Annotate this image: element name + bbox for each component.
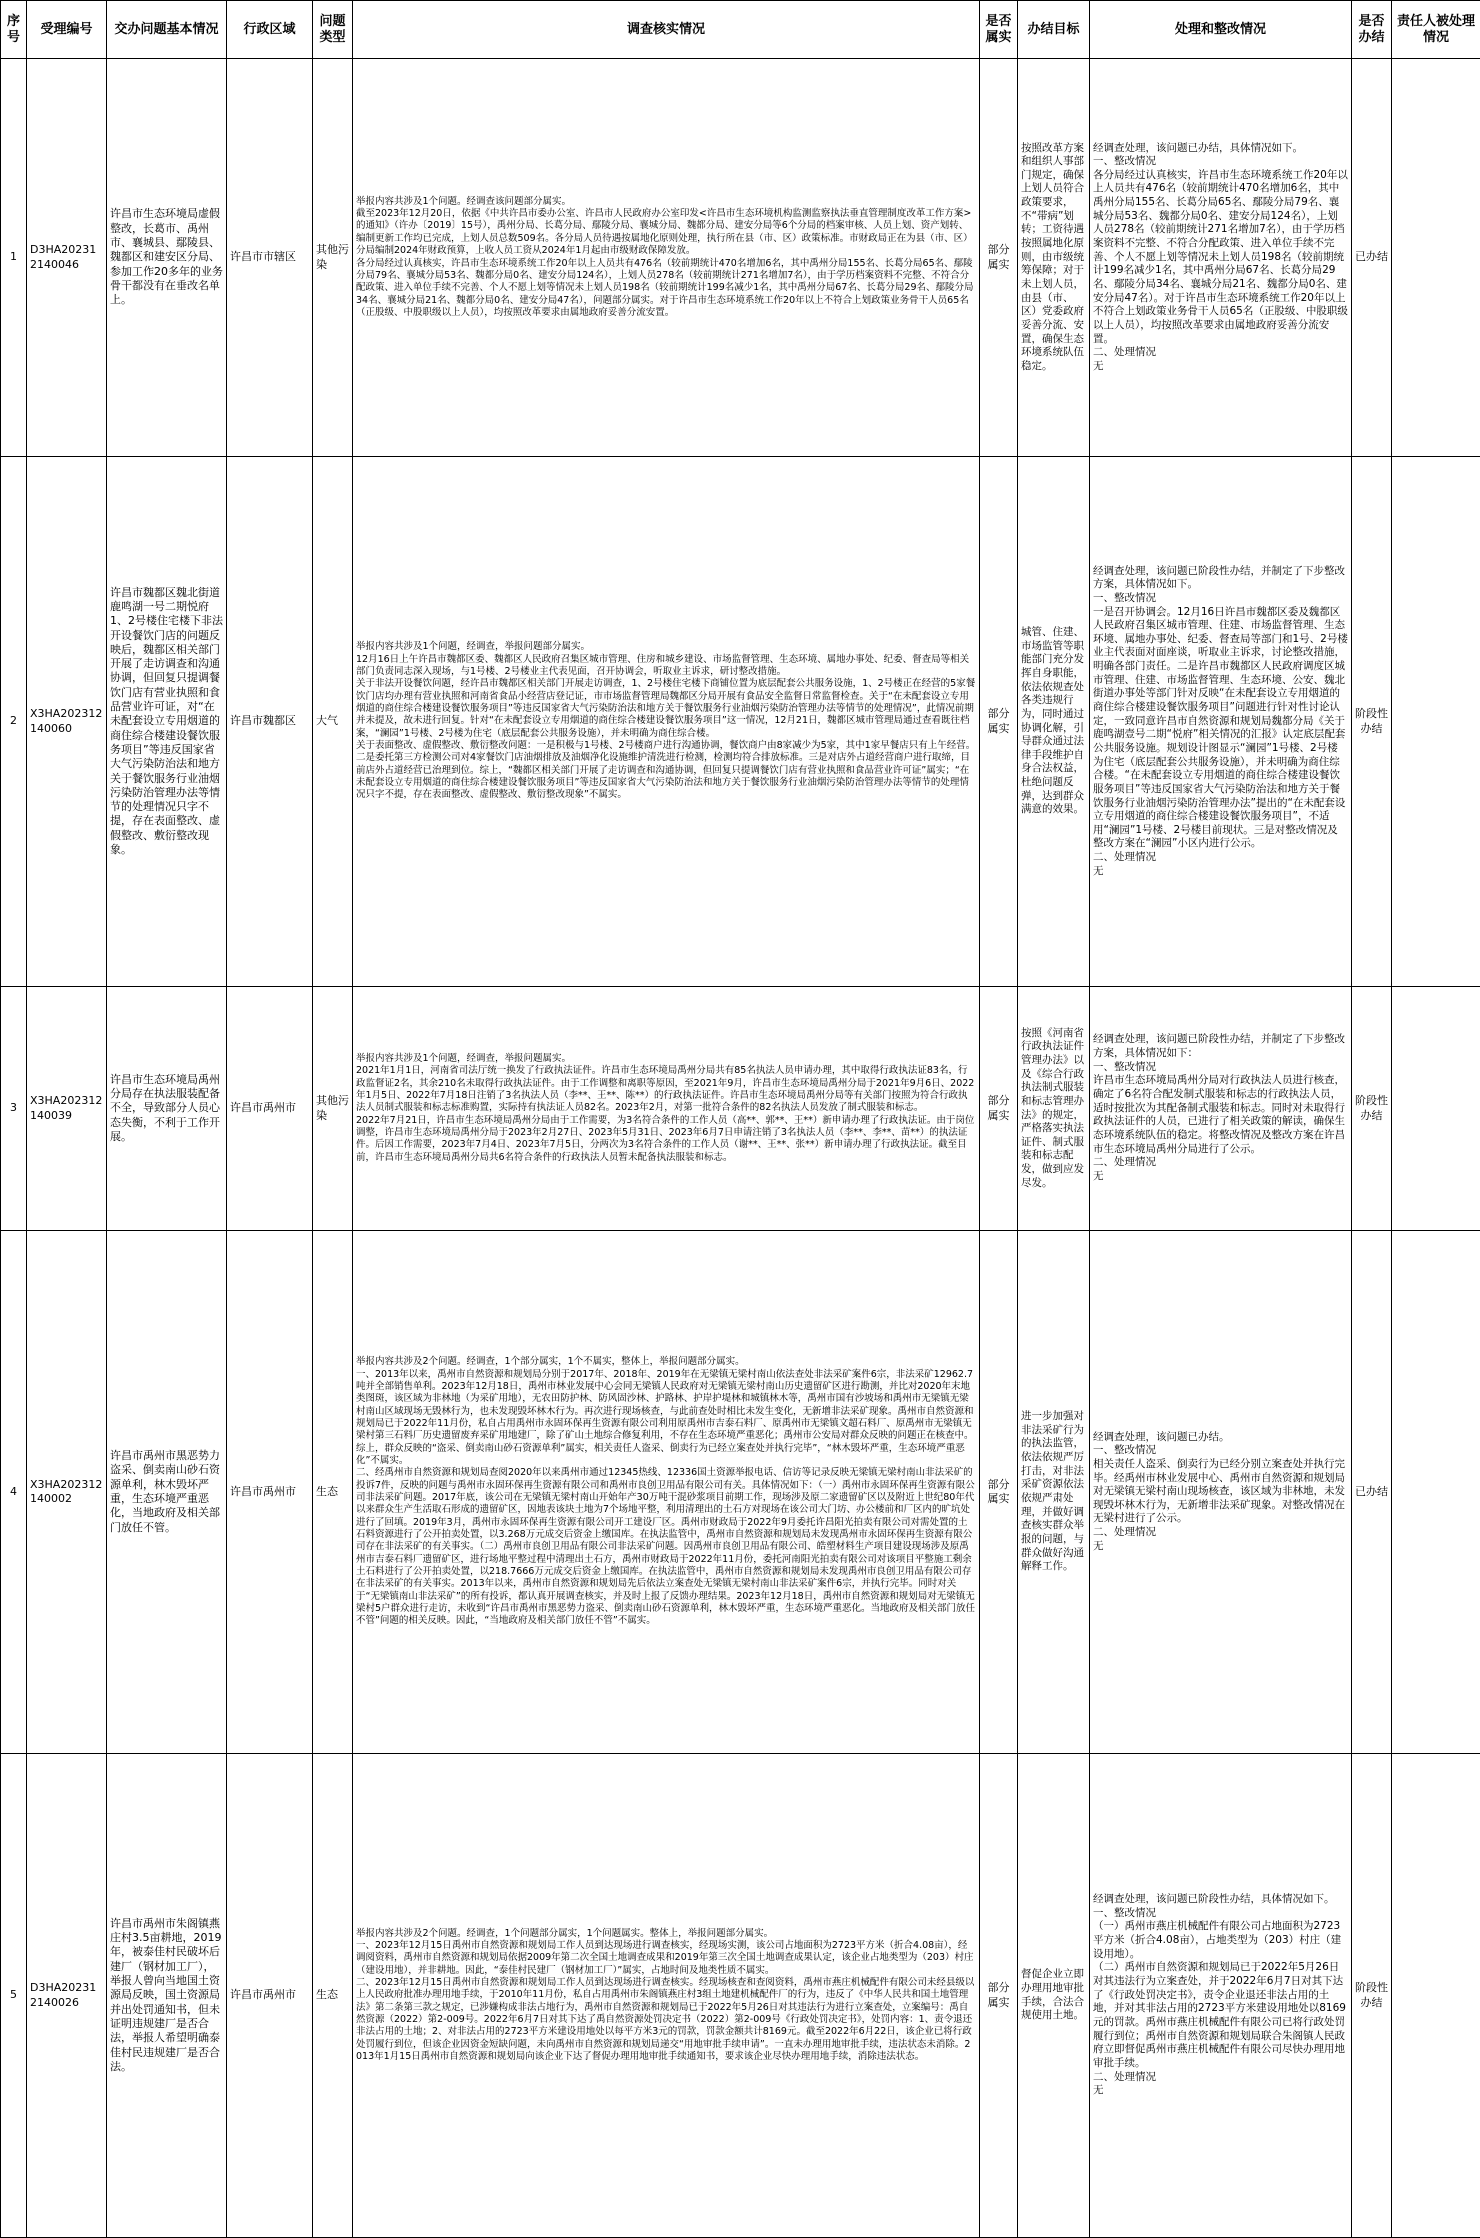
cell-summary: 许昌市生态环境局虚假整改，长葛市、禹州市、襄城县、鄢陵县、魏都区和建安区分局、参加工作20多年的业务骨干都没有在垂改名单上。 [107,59,227,457]
paragraph: 一、2023年12月15日禹州市自然资源和规划局工作人员到达现场进行调查核实，经现场实测，该公司占地面积为2723平方米（折合4.08亩），经调阅资料，禹州市自然资源和规划局依据2009年第二次全国土地调查成果和2019年第三次全国土地调查成果认定，该企业占地类型为（203）村庄（建设用地），并非耕地。因此，“泰佳村民建厂（钢材加工厂）”属实，占地时间及地类性质不属实。 [356,1939,974,1976]
cell-seq: 3 [1,987,27,1231]
paragraph: 举报内容共涉及1个问题，经调查，举报问题部分属实。 [356,641,591,653]
cell-verified: 部分属实 [980,1754,1018,2238]
paragraph: 无 [1093,864,1104,877]
cell-goal: 按照《河南省行政执法证件管理办法》以及《综合行政执法制式服装和标志管理办法》的规定，严格落实执法证件、制式服装和标志配发，做到应发尽发。 [1018,987,1090,1231]
table-row [1,1754,1480,2238]
paragraph: 二、处理情况 [1093,2070,1156,2083]
cell-investigation [353,1231,980,1754]
cell-goal: 督促企业立即办理用地审批手续，合法合规使用土地。 [1018,1754,1090,2238]
cell-verified: 部分属实 [980,987,1018,1231]
paragraph: 一、整改情况 [1093,1444,1156,1457]
cell-summary: 许昌市禹州市朱阁镇燕庄村3.5亩耕地，2019年，被泰佳村民破坏后建厂（钢材加工厂），举报人曾向当地国土资源局反映，国土资源局并出处罚通知书，但未证明违规建厂是否合法，举报人希望明确泰佳村民违规建厂是否合法。 [107,1754,227,2238]
cell-handling [1090,1754,1352,2238]
cell-investigation [353,457,980,987]
header-seq: 序号 [1,1,27,59]
paragraph: 经调查处理，该问题已办结。 [1093,1430,1230,1443]
paragraph: 二、经禹州市自然资源和规划局查阅2020年以来禹州市通过12345热线、12336国土资源举报电话、信访等记录反映无梁镇无梁村南山非法采矿的投诉7件，反映的问题与禹州市永固环保再生资源有限公司和禹州市良创卫用品有限公司有关。具体情况如下：（一）禹州市永固环保再生资源有限公司非法采矿问题。2017年底，该公司在无梁镇无梁村南山开始年产30万吨干混砂浆项目前期工作，现场涉及原二家遗留矿区以及附近上世纪80年代以来群众生产生活取石形成的遗留矿区，因地表该块土地为7个场地平整，利用清理出的土石方对现场在该公司大门坊、办公楼前和厂区内的旷坑处进行了回填。2019年3月，禹州市永固环保再生资源有限公司开工建设厂区。禹州市财政局于2022年9月委托许昌阳光拍卖有限公司对需处置的土石料资源进行了公开拍卖处置，以3.268万元成交后资金上缴国库。在执法监管中，禹州市自然资源和规划局未发现禹州市永固环保再生资源有限公司存在非法采矿的有关事实。（二）禹州市良创卫用品有限公司非法采矿问题。因禹州市良创卫用品有限公司、皓塑材料生产项目建设现场涉及原禹州市吉泰石料厂遗留矿区，进行场地平整过程中清理出土石方，禹州市财政局于2022年11月份，委托河南阳光拍卖有限公司对该项目平整施工剩余土石料进行了公开拍卖处置，以218.7666万元成交后资金上缴国库。在执法监管中，禹州市自然资源和规划局未发现禹州市良创卫用品有限公司存在非法采矿的有关事实。2013年以来，禹州市自然资源和规划局先后依法立案查处无梁镇无梁村南山非法采矿案件6宗，并执行完毕。同时对关于“无梁镇南山非法采矿”的所有投诉，都认真开展调查核实，并及时上报了反馈办理结果。2023年12月18日，禹州市自然资源和规划局对无梁镇无梁村5户群众进行走访，未收到“许昌市禹州市黑恶势力盗采、倒卖南山砂石资源单利，林木毁坏严重，生态环境严重恶化。当地政府及相关部门放任不管”问题的相关反映。因此，“当地政府及相关部门放任不管”不属实。 [356,1467,975,1627]
paragraph: （一）禹州市燕庄机械配件有限公司占地面积为2723平方米（折合4.08亩），占地类型为（203）村庄（建设用地）。 [1093,1920,1342,1960]
header-goal: 办结目标 [1018,1,1090,59]
paragraph: （二）禹州市自然资源和规划局已于2022年5月26日对其违法行为立案查处，并于2022年6月7日对其下达了《行政处罚决定书》，责令企业退还非法占用的土地，并对其非法占用的2723平方米建设用地处以8169元的罚款。禹州市燕庄机械配件有限公司已将行政处罚履行到位；禹州市自然资源和规划局联合朱阁镇人民政府立即督促禹州市燕庄机械配件有限公司尽快办理用地审批手续。 [1093,1961,1346,2069]
cell-type: 其他污染 [313,987,353,1231]
paragraph: 2022年7月21日，许昌市生态环境局禹州分局由于工作需要，为3名符合条件的工作人员（高**、郭**、王**）新申请办理了行政执法证。由于岗位调整，许昌市生态环境局禹州分局于2023年2月27日、2023年5月31日、2023年6月7日申请注销了3名执法人员（李**、李**、苗**）的执法证件。后因工作需要，2023年7月4日、2023年7月5日，分两次为3名符合条件的工作人员（谢**、王**、张**）新申请办理了行政执法证。截至目前，许昌市生态环境局禹州分局共6名符合条件的行政执法人员暂未配备执法服装和标志。 [356,1114,975,1163]
paragraph: 一是召开协调会。12月16日许昌市魏都区委及魏都区人民政府召集区城市管理、住建、市场监督管理、生态环境、属地办事处、纪委、督查局等部门和1号、2号楼业主代表面对面座谈，听取业主诉求，讨论整改措施，明确各部门责任。二是许昌市魏都区人民政府调度区城市管理、住建、市场监督管理、生态环境、公安、魏北街道办事处等部门针对反映“在未配套设立专用烟道的商住综合楼建设餐饮服务项目”问题进行针对性讨论认定，一致同意许昌市自然资源和规划局魏都分局《关于鹿鸣湖壹号二期“悦府”相关情况的汇报》认定底层配套公共服务设施。规划设计图显示“澜园”1号楼、2号楼为住宅（底层配套公共服务设施），并未明确为商住综合楼。“在未配套设立专用烟道的商住综合楼建设餐饮服务项目”等违反国家省大气污染防治法和地方关于餐饮服务行业油烟污染防治管理办法”提出的“在未配套设立专用烟道的商住综合楼建设餐饮服务项目”，不适用“澜园”1号楼、2号楼目前现状。三是对整改情况及整改方案在“澜园”小区内进行公示。 [1093,605,1348,850]
cell-seq: 2 [1,457,27,987]
cell-id: X3HA202312140060 [27,457,107,987]
paragraph: 经调查处理，该问题已阶段性办结，具体情况如下。 [1093,1893,1335,1906]
cell-responsible [1392,1231,1480,1754]
paragraph: 二、处理情况 [1093,346,1156,359]
paragraph: 举报内容共涉及1个问题。经调查该问题部分属实。 [356,195,572,207]
paragraph: 无 [1093,1169,1104,1182]
table-row [1,457,1480,987]
cell-region: 许昌市市辖区 [227,59,313,457]
cell-investigation [353,59,980,457]
cell-responsible [1392,59,1480,457]
header-investigation: 调查核实情况 [353,1,980,59]
header-closed: 是否办结 [1352,1,1392,59]
cell-closed: 已办结 [1352,1231,1392,1754]
cell-closed: 已办结 [1352,59,1392,457]
paragraph: 各分局经过认真核实，许昌市生态环境系统工作20年以上人员共有476名（较前期统计470名增加6名，其中禹州分局155名、长葛分局65名、鄢陵分局79名、襄城分局53名、魏都分局0名、建安分局124名），上划人员278名（较前期统计271名增加7名），由于学历档案资料不完整、不符合分配政策、进入单位手续不完善、个人不愿上划等情况未上划人员198名（较前期统计199名减少1名，其中禹州分局67名、长葛分局29名、鄢陵分局34名、襄城分局21名、魏都分局0名、建安分局47名）。对于许昌市生态环境系统工作20年以上不符合上划政策业务骨干人员65名（正股级、中股职级以上人员），均按照改革要求由属地政府妥善分流安置。 [1093,168,1348,345]
cell-responsible [1392,1754,1480,2238]
header-type: 问题类型 [313,1,353,59]
cell-verified: 部分属实 [980,59,1018,457]
header-summary: 交办问题基本情况 [107,1,227,59]
paragraph: 二、处理情况 [1093,851,1156,864]
paragraph: 二、处理情况 [1093,1156,1156,1169]
paragraph: 截至2023年12月20日，依据《中共许昌市委办公室、许昌市人民政府办公室印发<许昌市生态环境机构监测监察执法垂直管理制度改革工作方案>的通知》（许办〔2019〕15号），禹州分局、长葛分局、鄢陵分局、襄城分局、魏都分局、建安分局等6个分局的档案审核、人员上划、资产划转、编制更新工作均已完成，上划人员总数509名。各分局人员待遇按属地化原则处理，执行所在县（市、区）政策标准。市财政局正在为县（市、区）分局编制2024年财政预算，上收人员工资从2024年1月起由市级财政保障发放。 [356,208,973,257]
cell-region: 许昌市禹州市 [227,987,313,1231]
cell-goal: 进一步加强对非法采矿行为的执法监管，依法依规严厉打击，对非法采矿资源依法依规严肃处理，并做好调查核实群众举报的问题，与群众做好沟通解释工作。 [1018,1231,1090,1754]
header-region: 行政区域 [227,1,313,59]
cell-verified: 部分属实 [980,457,1018,987]
cell-closed: 阶段性办结 [1352,1754,1392,2238]
cell-seq: 1 [1,59,27,457]
paragraph: 经调查处理，该问题已阶段性办结，并制定了下步整改方案，具体情况如下。 [1093,564,1345,591]
cell-type: 生态 [313,1231,353,1754]
paragraph: 举报内容共涉及2个问题。经调查，1个部分属实，1个不属实，整体上，举报问题部分属实。 [356,1356,745,1368]
cell-region: 许昌市禹州市 [227,1231,313,1754]
paragraph: 关于非法开设餐饮问题，经许昌市魏都区相关部门开展走访调查，1、2号楼住宅楼下商铺位置为底层配套公共服务设施，1、2号楼正在经营的5家餐饮门店均办理有营业执照和河南省食品小经营店登记证，市市场监督管理局魏都区分局开展有食品安全监督日常监督检查。关于“在未配套设立专用烟道的商住综合楼建设餐饮服务项目”等违反国家省大气污染防治法和地方关于餐饮服务行业油烟污染防治管理办法等情节的处理情况”，此情况前期并未提及，故未进行回复。针对“在未配套设立专用烟道的商住综合楼建设餐饮服务项目”这一情况，12月21日，魏都区城市管理局通过查看既往档案，“澜园”1号楼、2号楼为住宅（底层配套公共服务设施），并未明确为商住综合楼。 [356,678,976,739]
table-row [1,987,1480,1231]
cell-id: D3HA202312140026 [27,1754,107,2238]
header-id: 受理编号 [27,1,107,59]
paragraph: 一、2013年以来，禹州市自然资源和规划局分别于2017年、2018年、2019年在无梁镇无梁村南山依法查处非法采矿案件6宗，非法采矿12962.7吨并全部销售单利。2023年12月18日，禹州市林业发展中心会同无梁镇人民政府对无梁镇无梁村南山历史遗留矿区进行勘测，并比对2020年末地类图斑，该区域为非林地（为采矿用地），无农田防护林、防风固沙林、护路林、护岸护堤林和城镇林木等，禹州市国有沙坡场和禹州市无梁镇无梁村南山区域现场无毁林行为，也未发现毁坏林木行为。再次进行现场核查，与此前查处时相比未发生变化，无新增非法采矿现象。禹州市自然资源和规划局已于2022年11月份，私自占用禹州市永固环保再生资源有限公司利用原禹州市吉泰石料厂、原禹州市无梁镇文超石料厂、原禹州市无梁镇无梁村第三石料厂历史遗留废弃采矿用地建厂，除了矿山土地综合修复利用，不存在生态环境严重恶化；禹州市公安局对群众反映的问题正在核查中。综上，群众反映的“盗采、倒卖南山砂石资源单利”属实，相关责任人盗采、倒卖行为已经立案查处并执行完毕”，“林木毁坏严重，生态环境严重恶化”不属实。 [356,1368,974,1466]
cell-region: 许昌市禹州市 [227,1754,313,2238]
cell-summary: 许昌市生态环境局禹州分局存在执法服装配备不全，导致部分人员心态失衡，不利于工作开展。 [107,987,227,1231]
paragraph: 各分局经过认真核实，许昌市生态环境系统工作20年以上人员共有476名（较前期统计470名增加6名，其中禹州分局155名、长葛分局65名、鄢陵分局79名、襄城分局53名、魏都分局0名、建安分局124名），上划人员278名（较前期统计271名增加7名），由于学历档案资料不完整、不符合分配政策、进入单位手续不完善、个人不愿上划等情况未上划人员198名（较前期统计199名减少1名，其中禹州分局67名、长葛分局29名、鄢陵分局34名、襄城分局21名、魏都分局0名、建安分局47名），问题部分属实。对于许昌市生态环境系统工作20年以上不符合上划政策业务骨干人员65名（正股级、中股职级以上人员），均按照改革要求由属地政府妥善分流安置。 [356,257,974,318]
paragraph: 一、整改情况 [1093,155,1156,168]
cell-type: 大气 [313,457,353,987]
cell-seq: 5 [1,1754,27,2238]
cell-summary: 许昌市禹州市黑恶势力盗采、倒卖南山砂石资源单利，林木毁坏严重，生态环境严重恶化，当地政府及相关部门放任不管。 [107,1231,227,1754]
paragraph: 许昌市生态环境局禹州分局对行政执法人员进行核查，确定了6名符合配发制式服装和标志的行政执法人员，适时按批次为其配备制式服装和标志。同时对未取得行政执法证件的人员，已进行了相关政策的解读，确保生态环境系统队伍的稳定。将整改情况及整改方案在许昌市生态环境局禹州分局进行了公示。 [1093,1074,1345,1155]
cell-responsible [1392,987,1480,1231]
header-responsible: 责任人被处理情况 [1392,1,1480,59]
cell-handling [1090,1231,1352,1754]
cell-goal: 按照改革方案和组织人事部门规定，确保上划人员符合政策要求，不“带病”划转；工资待遇按照属地化原则，由市级统筹保障；对于未上划人员，由县（市、区）党委政府妥善分流、安置，确保生态环境系统队伍稳定。 [1018,59,1090,457]
paragraph: 无 [1093,1539,1104,1552]
paragraph: 12月16日上午许昌市魏都区委、魏都区人民政府召集区城市管理、住房和城乡建设、市场监督管理、生态环境、属地办事处、纪委、督查局等相关部门负责同志深入现场，与1号楼、2号楼业主代表见面，召开协调会，听取业主诉求，研讨整改措施。 [356,653,970,677]
table-row [1,1231,1480,1754]
cell-id: X3HA202312140039 [27,987,107,1231]
cell-type: 生态 [313,1754,353,2238]
cell-handling [1090,987,1352,1231]
paragraph: 经调查处理，该问题已办结，具体情况如下。 [1093,141,1303,154]
paragraph: 一、整改情况 [1093,1906,1156,1919]
cell-handling [1090,457,1352,987]
cell-region: 许昌市魏都区 [227,457,313,987]
cell-summary: 许昌市魏都区魏北街道鹿鸣湖一号二期悦府1、2号楼住宅楼下非法开设餐饮门店的问题反映后，魏都区相关部门开展了走访调查和沟通协调，但回复只提调餐饮门店有营业执照和食品营业许可证，对“在未配套设立专用烟道的商住综合楼建设餐饮服务项目”等违反国家省大气污染防治法和地方关于餐饮服务行业油烟污染防治管理办法等情节的处理情况只字不提，存在表面整改、虚假整改、敷衍整改现象。 [107,457,227,987]
cell-id: D3HA202312140046 [27,59,107,457]
paragraph: 二、2023年12月15日禹州市自然资源和规划局工作人员到达现场进行调查核实。经现场核查和查阅资料，禹州市燕庄机械配件有限公司未经县级以上人民政府批准办理用地手续，于2010年11月份，私自占用禹州市朱阁镇燕庄村3组土地建机械配件厂的行为，违反了《中华人民共和国土地管理法》第二条第三款之规定，已涉嫌构成非法占地行为，禹州市自然资源和规划局已于2022年5月26日对其违法行为进行立案查处，立案编号：禹自然资源（2022）第2-009号。2022年6月7日对其下达了禹自然资源处罚决定书（2022）第2-009号《行政处罚决定书》，处罚内容：1、责令退还非法占用的土地；2、对非法占用的2723平方米建设用地处以每平方米3元的罚款，罚款金额共计8169元。截至2022年6月22日，该企业已将行政处罚履行到位，但该企业因资金短缺问题，未向禹州市自然资源和规划局递交“用地审批手续申请”。一直未办理用地审批手续，违法状态未消除。2013年1月15日禹州市自然资源和规划局向该企业下达了督促办理用地审批手续通知书，要求该企业尽快办理用地手续，消除违法状态。 [356,1976,975,2063]
header-handling: 处理和整改情况 [1090,1,1352,59]
paragraph: 相关责任人盗采、倒卖行为已经分别立案查处并执行完毕。经禹州市林业发展中心、禹州市自然资源和规划局对无梁镇无梁村南山现场核查，该区域为非林地，未发现毁坏林木行为，无新增非法采矿现象。对整改情况在无梁村进行了公示。 [1093,1457,1345,1525]
cell-investigation [353,987,980,1231]
cell-closed: 阶段性办结 [1352,987,1392,1231]
cell-responsible [1392,457,1480,987]
paragraph: 举报内容共涉及1个问题，经调查，举报问题属实。 [356,1052,572,1064]
cell-handling [1090,59,1352,457]
header-verified: 是否属实 [980,1,1018,59]
cell-closed: 阶段性办结 [1352,457,1392,987]
header-row [1,1,1480,59]
cell-type: 其他污染 [313,59,353,457]
cell-verified: 部分属实 [980,1231,1018,1754]
cell-id: X3HA202312140002 [27,1231,107,1754]
paragraph: 经调查处理，该问题已阶段性办结，并制定了下步整改方案，具体情况如下： [1093,1033,1345,1060]
paragraph: 二、处理情况 [1093,1526,1156,1539]
paragraph: 2021年1月1日，河南省司法厅统一换发了行政执法证件。许昌市生态环境局禹州分局共有85名执法人员申请办理，其中取得行政执法证83名，行政监督证2名，其余210名未取得行政执法证件。由于工作调整和离职等原因，至2021年9月，许昌市生态环境局禹州分局于2021年9月6日、2022年1月5日、2022年7月18日注销了3名执法人员（李**、王**、陈**）的行政执法证件。许昌市生态环境局禹州分局等有关部门按照为符合行政执法人员制式服装和标志标准购置，实际持有执法证人员82名。2023年2月，对第一批符合条件的82名执法人员发放了制式服装和标志。 [356,1065,975,1114]
paragraph: 一、整改情况 [1093,1060,1156,1073]
table-row [1,59,1480,457]
cell-seq: 4 [1,1231,27,1754]
paragraph: 无 [1093,359,1104,372]
paragraph: 关于表面整改、虚假整改、敷衍整改问题：一是积极与1号楼、2号楼商户进行沟通协调，餐饮商户由8家减少为5家，其中1家早餐店只有上午经营。二是委托第三方检测公司对4家餐饮门店油烟排放及油烟净化设施维护清洗进行检测，检测均符合排放标准。三是对店外占道经营商户进行取缔，目前店外占道经营已治理到位。综上，“魏都区相关部门开展了走访调查和沟通协调，但回复只提调餐饮门店有营业执照和食品营业许可证”属实；“在未配套设立专用烟道的商住综合楼建设餐饮服务项目”等违反国家省大气污染防治法和地方关于餐饮服务行业油烟污染防治管理办法等情节的处理情况只字不提，存在表面整改、虚假整改、敷衍整改现象”不属实。 [356,740,976,801]
paragraph: 举报内容共涉及2个问题。经调查，1个问题部分属实，1个问题属实。整体上，举报问题部分属实。 [356,1927,774,1939]
paragraph: 一、整改情况 [1093,591,1156,604]
cell-investigation [353,1754,980,2238]
cell-goal: 城管、住建、市场监管等职能部门充分发挥自身职能，依法依规查处各类违规行为，同时通过协调化解，引导群众通过法律手段维护自身合法权益，杜绝问题反弹，达到群众满意的效果。 [1018,457,1090,987]
paragraph: 无 [1093,2084,1104,2097]
